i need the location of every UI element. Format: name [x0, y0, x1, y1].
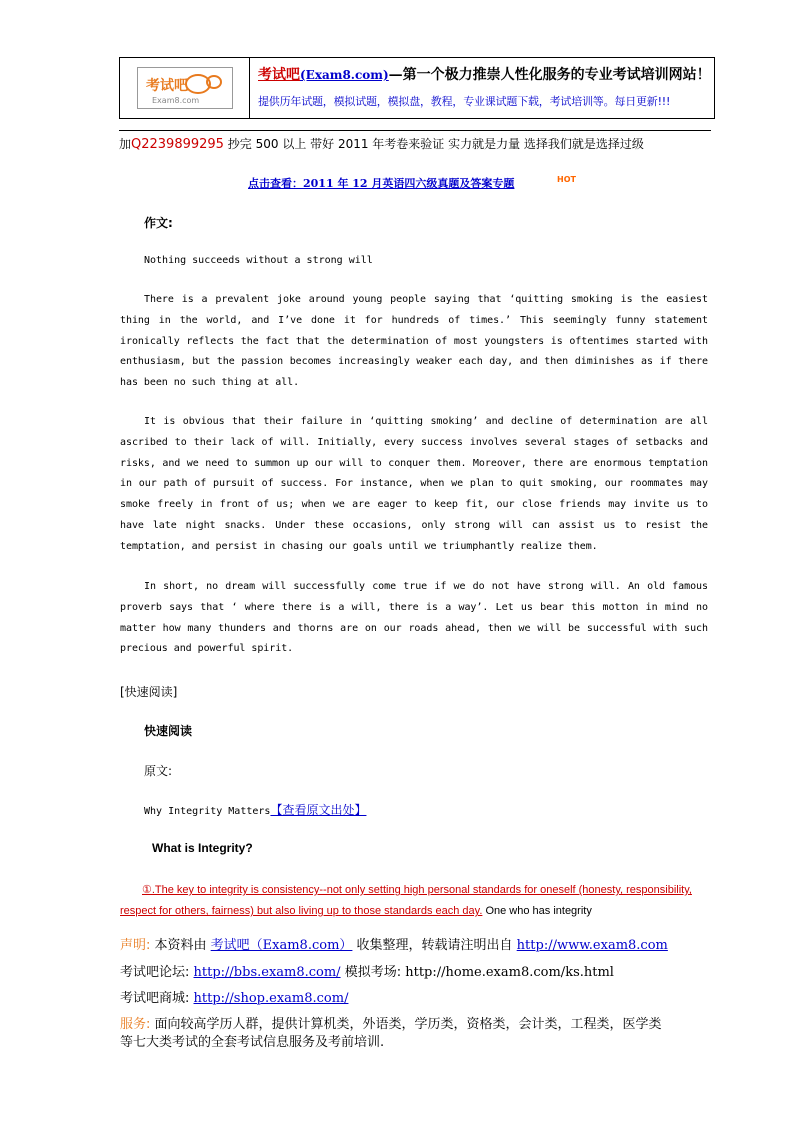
header-banner: [119, 57, 715, 119]
reading-heading: 快速阅读: [144, 724, 193, 738]
brand-link[interactable]: 考试吧(Exam8.com): [258, 67, 389, 83]
article-title-line: [144, 801, 366, 818]
statement-line: 声明: 本资料由 考试吧（Exam8.com） 收集整理，转载请注明出自 http://www.exam8.com: [120, 938, 668, 953]
logo-subtext: Exam8.com: [151, 96, 199, 105]
forum-line: 考试吧论坛: http://bbs.exam8.com/ 模拟考场: http://home.exam8.com/ks.html: [120, 965, 614, 980]
integrity-paragraph: [120, 880, 712, 922]
statement-label: 声明:: [120, 938, 151, 953]
section-tag: [快速阅读]: [120, 685, 178, 699]
shop-line: [120, 987, 348, 1006]
qq-number: Q2239899295: [131, 137, 224, 152]
essay-heading: 作文:: [144, 216, 173, 230]
mock-url: http://home.exam8.com/ks.html: [405, 965, 614, 980]
essay-paragraph-3: In short, no dream will successfully come true if we do not have strong will. An old famous proverb says that ‘ where there is a will, there is a way’. Let us bear this motton in mind no matter how many thunders and thorns are on our roads ahead, then we will be successful with such precious and powerful spirit.: [120, 581, 708, 655]
service-line-1: 服务: 面向较高学历人群，提供计算机类，外语类，学历类，资格类，会计类，工程类，医学类: [120, 1017, 662, 1032]
essay-title: Nothing succeeds without a strong will: [144, 255, 373, 266]
forum-label: 考试吧论坛:: [120, 965, 194, 980]
source-link[interactable]: 【查看原文出处】: [270, 803, 367, 817]
promo-line: 加Q2239899295 抄完 500 以上 带好 2011 年考卷来验证 实力就是力量 选择我们就是选择过级: [119, 137, 644, 152]
service-line-2: 等七大类考试的全套考试信息服务及考前培训.: [120, 1035, 385, 1050]
special-topic-link[interactable]: 点击查看：2011 年 12 月英语四六级真题及答案专题: [248, 177, 515, 190]
hot-badge: HOT: [557, 175, 576, 184]
service-label: 服务:: [120, 1017, 151, 1032]
original-label: 原文:: [144, 764, 173, 778]
essay-paragraph-2: It is obvious that their failure in ‘quitting smoking’ and decline of determination are all ascribed to their lack of will. Initially, every success involves several stages of setbacks and risks, and we need to summon up our will to conquer them. Moreover, there are enormous temptation in our path of pursuit of success. For instance, when we plan to quit smoking, our roommates may smoke freely in front of us; when we are eager to keep fit, our close friends may invite us to have late night snacks. Under these occasions, only strong will can assist us to resist the temptation, and persist in chasing our goals until we triumphantly realize them.: [120, 416, 708, 552]
integrity-key-sentence: ①.The key to integrity is consistency--not only setting high personal standards for oneself (honesty, responsibility, respect for others, fairness) but also living up to those standards each day.: [120, 884, 692, 917]
site-url-link[interactable]: http://www.exam8.com: [516, 938, 668, 953]
article-title: Why Integrity Matters: [144, 806, 271, 817]
integrity-rest: One who has integrity: [482, 905, 592, 917]
banner-text-cell: [250, 58, 714, 118]
exam8-logo[interactable]: [137, 67, 233, 109]
logo-graphic: [138, 68, 232, 108]
logo-cell: [120, 58, 250, 118]
shop-label: 考试吧商城:: [120, 991, 194, 1006]
banner-title: [258, 64, 714, 84]
essay-paragraph-1: There is a prevalent joke around young people saying that ‘quitting smoking is the easiest thing in the world, and I’ve done it for hundreds of times.’ This seemingly funny statement ironically reflects the fact that the determination of most youngsters is oftentimes started with enthusiasm, but the passion becomes increasingly weaker each day, and then diminishes as if there has been no such thing at all.: [120, 294, 708, 389]
shop-link[interactable]: http://shop.exam8.com/: [193, 991, 349, 1006]
services-line: 提供历年试题，模拟试题，模拟盘，教程，专业课试题下载，考试培训等。每日更新!!!: [258, 95, 671, 108]
integrity-subheading: What is Integrity?: [152, 841, 253, 855]
forum-link[interactable]: http://bbs.exam8.com/: [193, 965, 341, 980]
exam8-link[interactable]: 考试吧（Exam8.com）: [210, 938, 353, 953]
header-divider: [119, 130, 711, 131]
logo-text: 考试吧: [145, 78, 188, 94]
tagline: —第一个极力推崇人性化服务的专业考试培训网站！: [388, 67, 711, 83]
